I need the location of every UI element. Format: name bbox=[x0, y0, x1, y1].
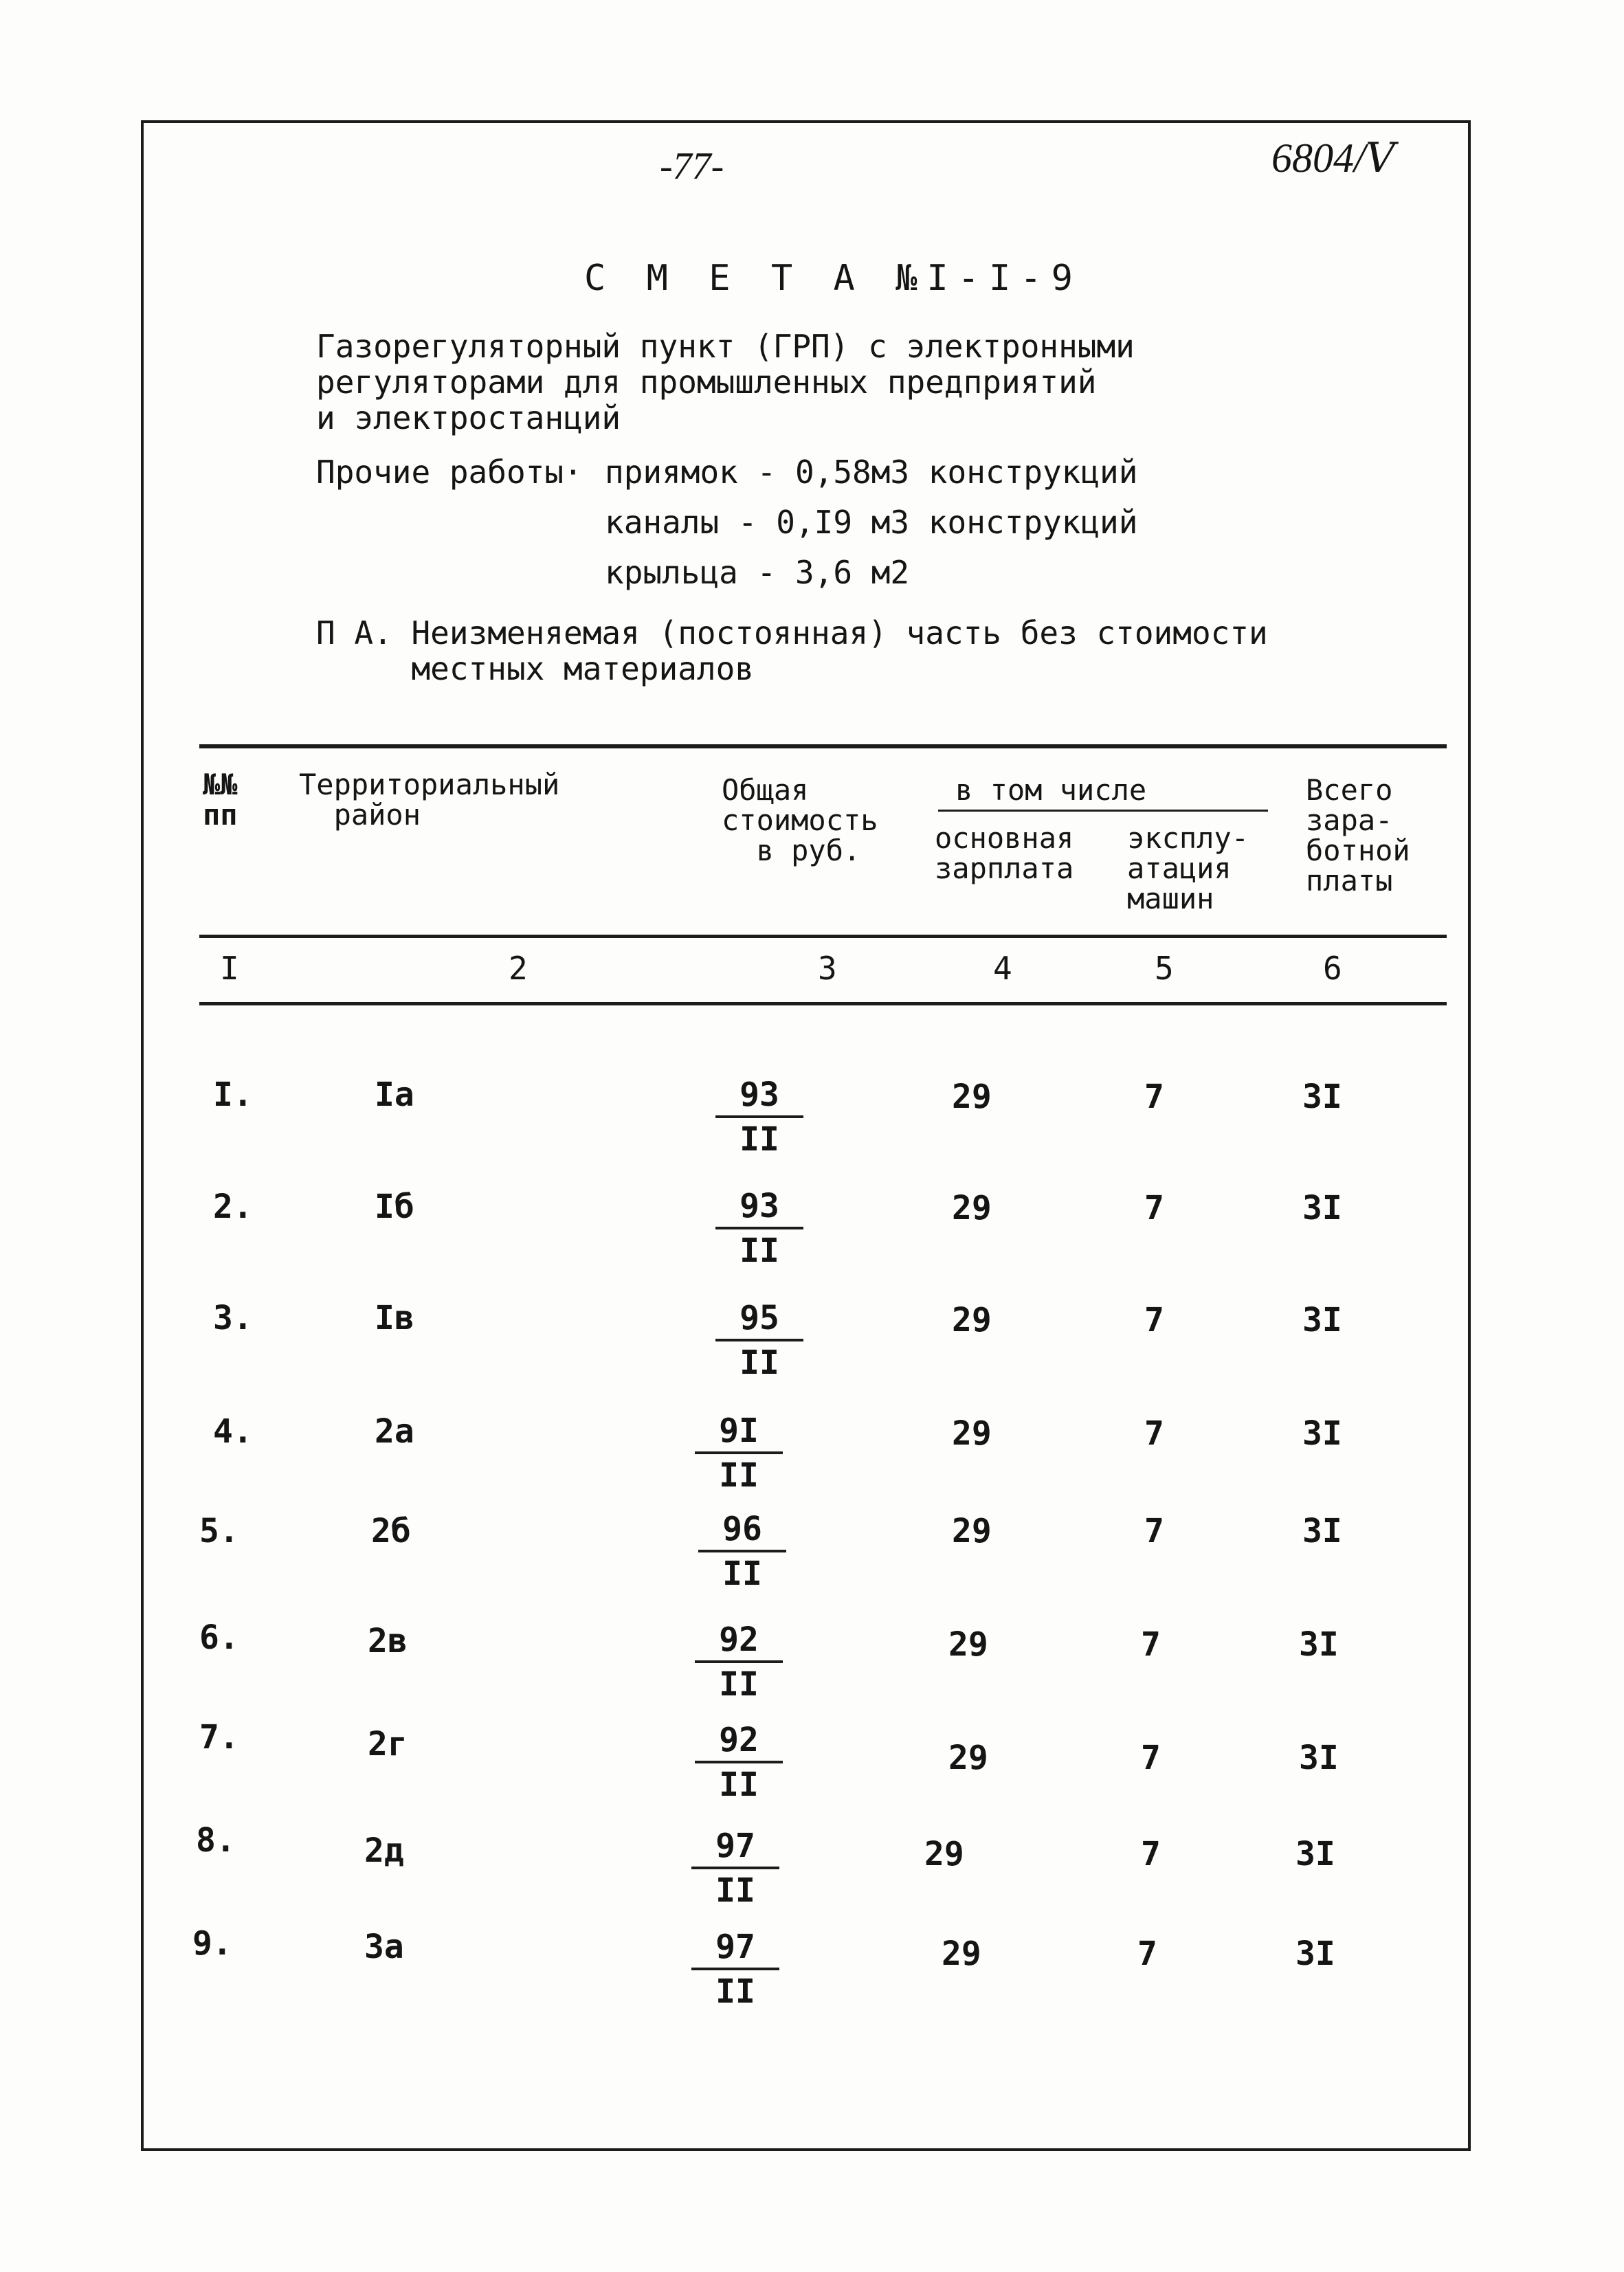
total-denominator: II bbox=[715, 1871, 755, 1910]
row-number: 3. bbox=[213, 1299, 253, 1337]
total-numerator: 93 bbox=[739, 1187, 779, 1225]
total-denominator: II bbox=[739, 1120, 779, 1159]
colnum-3: 3 bbox=[818, 950, 837, 987]
total-denominator: II bbox=[719, 1456, 759, 1495]
row-machines: 7 bbox=[1144, 1078, 1164, 1116]
row-machines: 7 bbox=[1141, 1835, 1161, 1873]
header-group-underline bbox=[938, 810, 1268, 812]
header-total: Общая стоимость в руб. bbox=[722, 773, 878, 867]
total-numerator: 92 bbox=[719, 1721, 759, 1759]
row-machines: 7 bbox=[1144, 1189, 1164, 1227]
row-region: Iв bbox=[375, 1299, 414, 1337]
document-number: 6804/Ⅴ bbox=[1271, 135, 1395, 181]
total-numerator: 97 bbox=[715, 1827, 755, 1865]
row-region: Iб bbox=[375, 1188, 414, 1226]
row-number: 2. bbox=[213, 1188, 253, 1226]
colnum-2: 2 bbox=[509, 950, 528, 987]
header-region: Территориальный район bbox=[299, 768, 560, 832]
row-machines: 7 bbox=[1144, 1301, 1164, 1339]
row-salary: 29 bbox=[948, 1739, 988, 1777]
row-total-fraction bbox=[691, 1619, 787, 1706]
row-region: 2в bbox=[368, 1622, 408, 1660]
row-salary: 29 bbox=[952, 1301, 992, 1339]
row-salary: 29 bbox=[952, 1189, 992, 1227]
row-machines: 7 bbox=[1144, 1414, 1164, 1453]
page-number: -77- bbox=[660, 145, 724, 188]
row-wages: 3I bbox=[1302, 1301, 1342, 1339]
total-numerator: 93 bbox=[739, 1076, 779, 1114]
row-region: 2д bbox=[364, 1831, 404, 1870]
row-wages: 3I bbox=[1302, 1414, 1342, 1453]
row-number: 6. bbox=[199, 1618, 239, 1657]
row-salary: 29 bbox=[952, 1414, 992, 1453]
header-num: №№ пп bbox=[203, 768, 238, 832]
header-salary: основная зарплата bbox=[935, 821, 1074, 885]
row-salary: 29 bbox=[952, 1078, 992, 1116]
total-numerator: 92 bbox=[719, 1621, 759, 1659]
row-number: 8. bbox=[196, 1821, 236, 1860]
colnum-1: I bbox=[220, 950, 239, 987]
row-machines: 7 bbox=[1137, 1935, 1157, 1973]
header-group: в том числе bbox=[955, 773, 1147, 807]
row-number: I. bbox=[213, 1076, 253, 1114]
row-number: 9. bbox=[192, 1924, 232, 1963]
estimate-title: С М Е Т А №I-I-9 bbox=[584, 258, 1082, 299]
total-denominator: II bbox=[715, 1972, 755, 2011]
section-heading: П А. Неизменяемая (постоянная) часть без стоимости местных материалов bbox=[316, 614, 1268, 687]
row-total-fraction bbox=[691, 1719, 787, 1806]
row-wages: 3I bbox=[1299, 1625, 1339, 1664]
table-colnum-rule bbox=[199, 1002, 1447, 1005]
other-works-item: приямок - 0,58м3 конструкций bbox=[605, 454, 1138, 491]
colnum-6: 6 bbox=[1323, 950, 1342, 987]
total-denominator: II bbox=[719, 1665, 759, 1704]
total-denominator: II bbox=[739, 1232, 779, 1270]
total-numerator: 96 bbox=[722, 1510, 762, 1548]
total-denominator: II bbox=[739, 1344, 779, 1382]
other-works-item: крыльца - 3,6 м2 bbox=[605, 554, 910, 591]
row-machines: 7 bbox=[1144, 1512, 1164, 1550]
row-wages: 3I bbox=[1302, 1512, 1342, 1550]
total-denominator: II bbox=[719, 1766, 759, 1804]
total-numerator: 95 bbox=[739, 1299, 779, 1337]
total-numerator: 97 bbox=[715, 1928, 755, 1966]
row-region: 2б bbox=[371, 1512, 411, 1550]
row-total-fraction bbox=[687, 1926, 783, 2013]
row-wages: 3I bbox=[1302, 1078, 1342, 1116]
total-numerator: 9I bbox=[719, 1412, 759, 1450]
row-wages: 3I bbox=[1295, 1935, 1335, 1973]
row-machines: 7 bbox=[1141, 1739, 1161, 1777]
row-region: 2г bbox=[368, 1725, 408, 1763]
row-salary: 29 bbox=[942, 1935, 981, 1973]
colnum-5: 5 bbox=[1155, 950, 1174, 987]
other-works-label: Прочие работы· bbox=[316, 454, 583, 491]
row-total-fraction bbox=[691, 1410, 787, 1497]
table-header-rule bbox=[199, 935, 1447, 938]
row-total-fraction bbox=[711, 1074, 808, 1161]
row-region: 2а bbox=[375, 1412, 414, 1451]
row-total-fraction bbox=[711, 1185, 808, 1272]
row-wages: 3I bbox=[1299, 1739, 1339, 1777]
row-wages: 3I bbox=[1302, 1189, 1342, 1227]
row-number: 4. bbox=[213, 1412, 253, 1451]
other-works-item: каналы - 0,I9 м3 конструкций bbox=[605, 504, 1138, 541]
row-total-fraction bbox=[687, 1825, 783, 1912]
row-number: 5. bbox=[199, 1512, 239, 1550]
row-region: Iа bbox=[375, 1076, 414, 1114]
row-region: 3а bbox=[364, 1928, 404, 1966]
row-salary: 29 bbox=[948, 1625, 988, 1664]
row-wages: 3I bbox=[1295, 1835, 1335, 1873]
row-number: 7. bbox=[199, 1718, 239, 1757]
row-salary: 29 bbox=[952, 1512, 992, 1550]
header-wages-total: Всего зара- ботной платы bbox=[1306, 773, 1410, 898]
table-top-rule bbox=[199, 744, 1447, 748]
estimate-subtitle: Газорегуляторный пункт (ГРП) с электронными регуляторами для промышленных предприятий и электростанций bbox=[316, 328, 1135, 436]
row-machines: 7 bbox=[1141, 1625, 1161, 1664]
total-denominator: II bbox=[722, 1555, 762, 1593]
row-total-fraction bbox=[711, 1298, 808, 1384]
row-salary: 29 bbox=[924, 1835, 964, 1873]
header-machines: эксплу- атация машин bbox=[1127, 821, 1249, 915]
row-total-fraction bbox=[694, 1508, 790, 1595]
colnum-4: 4 bbox=[993, 950, 1012, 987]
